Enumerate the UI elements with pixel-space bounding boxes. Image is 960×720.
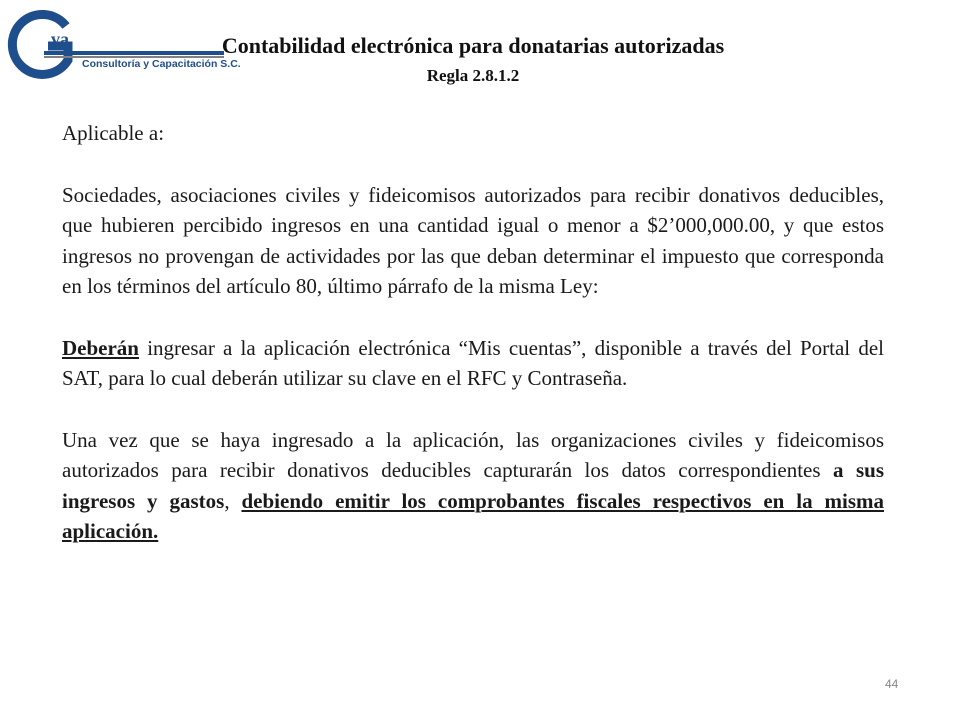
paragraph-capture: [62, 425, 884, 547]
paragraph-obligation: [62, 333, 884, 394]
page-number: 44: [885, 677, 899, 691]
slide-title: Contabilidad electrónica para donatarias autorizadas: [221, 33, 725, 58]
capture-comma: ,: [224, 488, 242, 513]
capture-intro: Una vez que se haya ingresado a la aplicación, las organizaciones civiles y fideicomisos autorizados para recibir donativos deducibles capturarán los datos correspondientes: [62, 427, 884, 482]
logo-subtitle: Consultoría y Capacitación S.C.: [82, 58, 241, 70]
paragraph-eligibility: Sociedades, asociaciones civiles y fideicomisos autorizados para recibir donativos deducibles, que hubieren percibido ingresos en una cantidad igual o menor a $2’000,000.00, y que estos ingresos no provengan de actividades por las que deban determinar el impuesto que corresponda en los términos del artículo 80, último párrafo de la misma Ley:: [62, 182, 884, 298]
obligation-lead: Deberán: [62, 335, 139, 360]
slide-body: [62, 118, 884, 578]
capture-bold: a sus ingresos y gastos: [62, 458, 884, 513]
capture-underlined: debiendo emitir los comprobantes fiscales respectivos en la misma aplicación.: [62, 488, 884, 543]
logo-mark-text: va: [51, 29, 69, 49]
applicable-label: Aplicable a:: [62, 121, 165, 145]
obligation-text: ingresar a la aplicación electrónica “Mis cuentas”, disponible a través del Portal del SAT, para lo cual deberán utilizar su clave en el RFC y Contraseña.: [62, 335, 884, 390]
slide-subtitle: Regla 2.8.1.2: [426, 66, 520, 85]
